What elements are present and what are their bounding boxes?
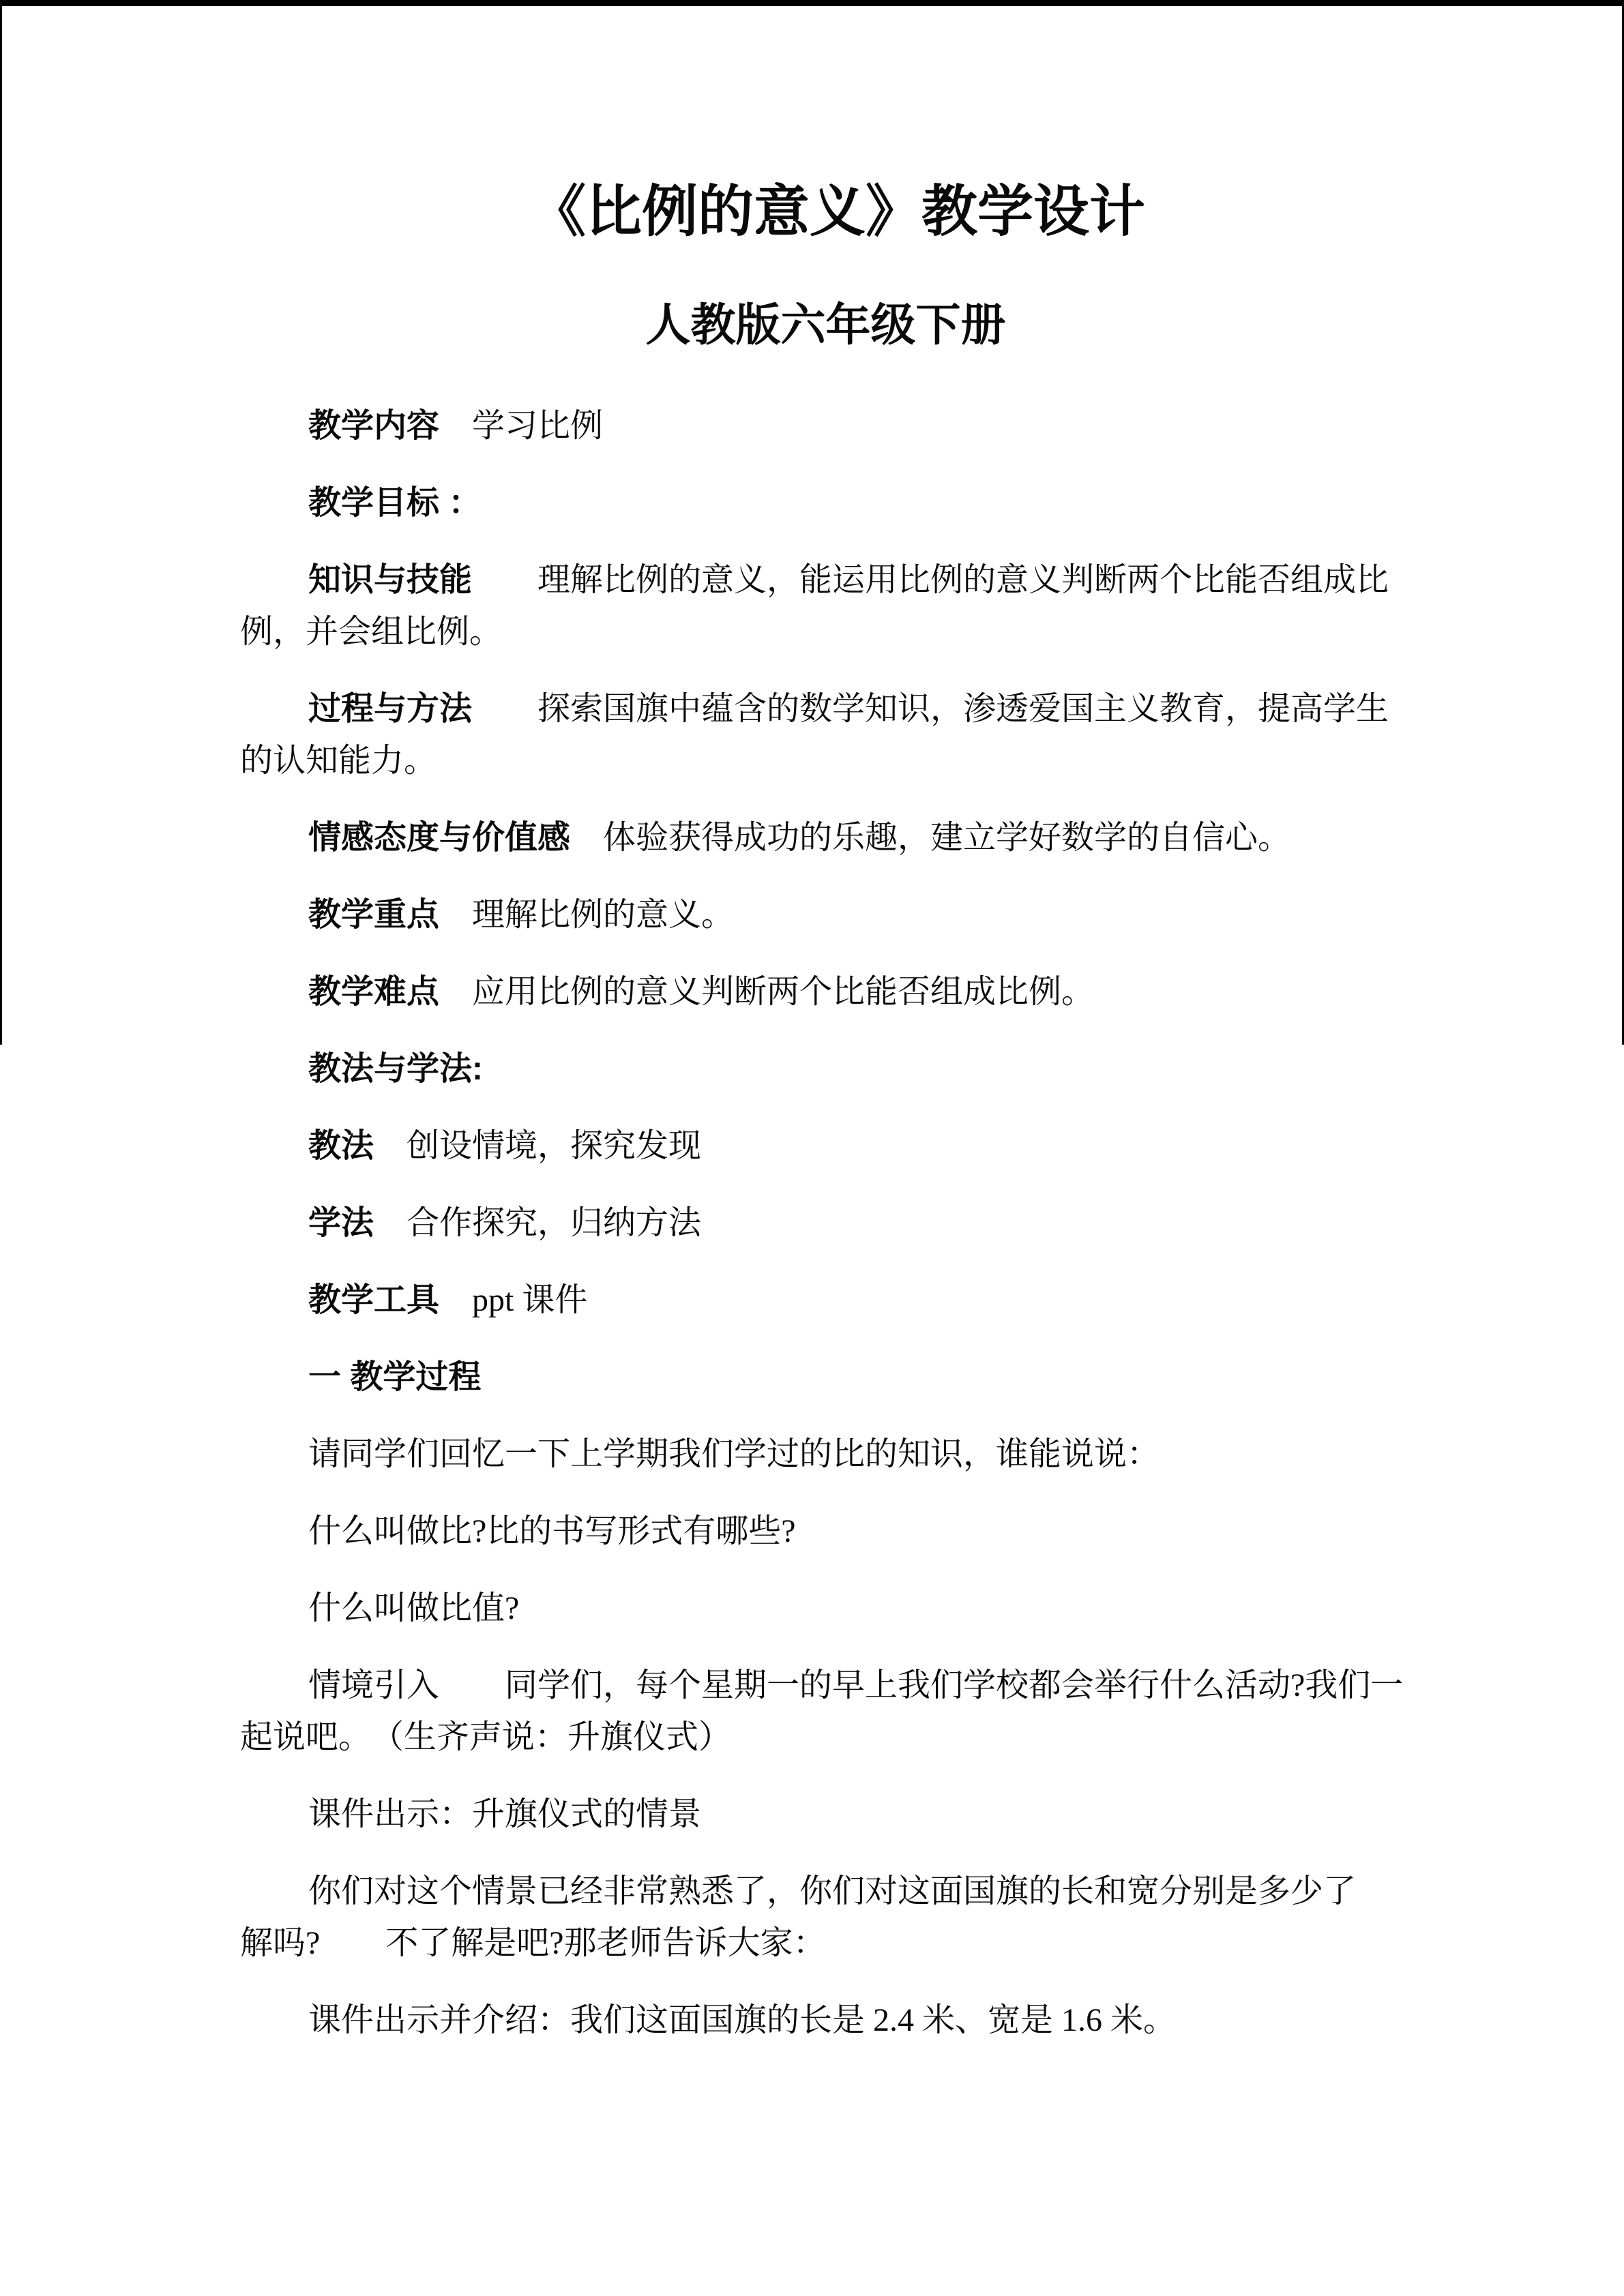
text-run: 你们对这个情景已经非常熟悉了，你们对这面国旗的长和宽分别是多少了 (308, 1873, 1357, 1909)
page-title: 《比例的意义》教学设计 (529, 181, 1145, 243)
label-run: 教学难点 (308, 974, 440, 1010)
paragraph-line-first (240, 477, 1400, 529)
text-run: 的认知能力。 (240, 743, 437, 779)
paragraph (240, 1660, 1404, 1763)
paragraph-line-first (240, 400, 1400, 452)
paragraph (240, 1197, 1400, 1249)
text-run: 探索国旗中蕴含的数学知识，渗透爱国主义教育，提高学生 (472, 691, 1389, 727)
paragraph (240, 1506, 1400, 1557)
paragraph-line-first (240, 1274, 1400, 1326)
text-run: 体验获得成功的乐趣，建立学好数学的自信心。 (570, 820, 1291, 856)
paragraph (240, 683, 1400, 787)
paragraph (240, 1352, 1400, 1403)
paragraph-line-wrap (240, 1918, 1400, 1969)
paragraph-line-first (240, 1429, 1400, 1480)
paragraph-line-first (240, 1506, 1400, 1557)
label-run: 教学目标 ： (308, 485, 482, 521)
label-run: 教法与学法: (308, 1051, 483, 1087)
text-run: 应用比例的意义判断两个比能否组成比例。 (439, 974, 1095, 1010)
label-run: 教学重点 (308, 897, 440, 933)
paragraph (240, 1274, 1400, 1326)
paragraph-line-first (240, 966, 1400, 1018)
document-body (240, 400, 1404, 2046)
text-run: 课件出示并介绍：我们这面国旗的长是 2.4 米、宽是 1.6 米。 (308, 2002, 1177, 2038)
paragraph-line-first (240, 1352, 1400, 1403)
paragraph (240, 1583, 1400, 1635)
text-run: 起说吧。 （生齐声说：升旗仪式） (240, 1719, 732, 1755)
text-run: 合作探究，归纳方法 (374, 1205, 702, 1241)
paragraph (240, 1866, 1400, 1969)
paragraph (240, 477, 1400, 529)
paragraph (240, 400, 1400, 452)
label-run: 教法 (308, 1128, 374, 1164)
text-run: 请同学们回忆一下上学期我们学过的比的知识，谁能说说： (308, 1436, 1160, 1472)
paragraph-line-first (240, 1866, 1400, 1918)
text-run: 理解比例的意义，能运用比例的意义判断两个比能否组成比 (472, 562, 1389, 598)
paragraph (240, 889, 1400, 941)
label-run: 知识与技能 (308, 562, 473, 598)
paragraph (240, 966, 1400, 1018)
text-run: 解吗? 不了解是吧?那老师告诉大家： (240, 1925, 826, 1961)
paragraph (240, 1429, 1400, 1480)
text-run: 什么叫做比?比的书写形式有哪些? (308, 1513, 796, 1549)
paragraph (240, 1995, 1400, 2046)
paragraph-line-first (240, 1583, 1400, 1635)
paragraph (240, 1043, 1400, 1095)
label-run: 一 教学过程 (308, 1359, 482, 1395)
text-run: 学习比例 (439, 408, 604, 444)
paragraph-line-wrap (240, 1712, 1400, 1763)
paragraph-line-first (240, 812, 1400, 864)
paragraph-line-first (240, 1120, 1400, 1172)
label-run: 教学工具 (308, 1282, 440, 1318)
text-run: 创设情境，探究发现 (374, 1128, 702, 1164)
text-run: 情境引入 同学们，每个星期一的早上我们学校都会举行什么活动?我们一 (308, 1667, 1404, 1703)
paragraph (240, 554, 1400, 658)
text-run: 例，并会组比例。 (240, 614, 503, 650)
paragraph (240, 812, 1400, 864)
paragraph-line-first (240, 1995, 1400, 2046)
label-run: 情感态度与价值感 (308, 820, 571, 856)
paragraph (240, 1789, 1400, 1840)
paragraph-line-first (240, 683, 1400, 735)
text-run: 课件出示：升旗仪式的情景 (308, 1796, 702, 1832)
paragraph-line-first (240, 889, 1400, 941)
page-subtitle: 人教版六年级下册 (645, 301, 1006, 351)
text-run: ppt 课件 (439, 1282, 588, 1318)
label-run: 过程与方法 (308, 691, 473, 727)
scan-edge-top (0, 0, 1624, 6)
paragraph (240, 1120, 1400, 1172)
label-run: 教学内容 (308, 408, 440, 444)
paragraph-line-first (240, 1197, 1400, 1249)
scan-edge-left (0, 0, 2, 1045)
paragraph-line-wrap (240, 735, 1400, 787)
paragraph-line-first (240, 554, 1400, 606)
paragraph-line-first (240, 1789, 1400, 1840)
paragraph-line-wrap (240, 606, 1400, 658)
text-run: 理解比例的意义。 (439, 897, 735, 933)
paragraph-line-first (240, 1043, 1400, 1095)
label-run: 学法 (308, 1205, 374, 1241)
text-run: 什么叫做比值? (308, 1590, 520, 1626)
paragraph-line-first (240, 1660, 1404, 1712)
